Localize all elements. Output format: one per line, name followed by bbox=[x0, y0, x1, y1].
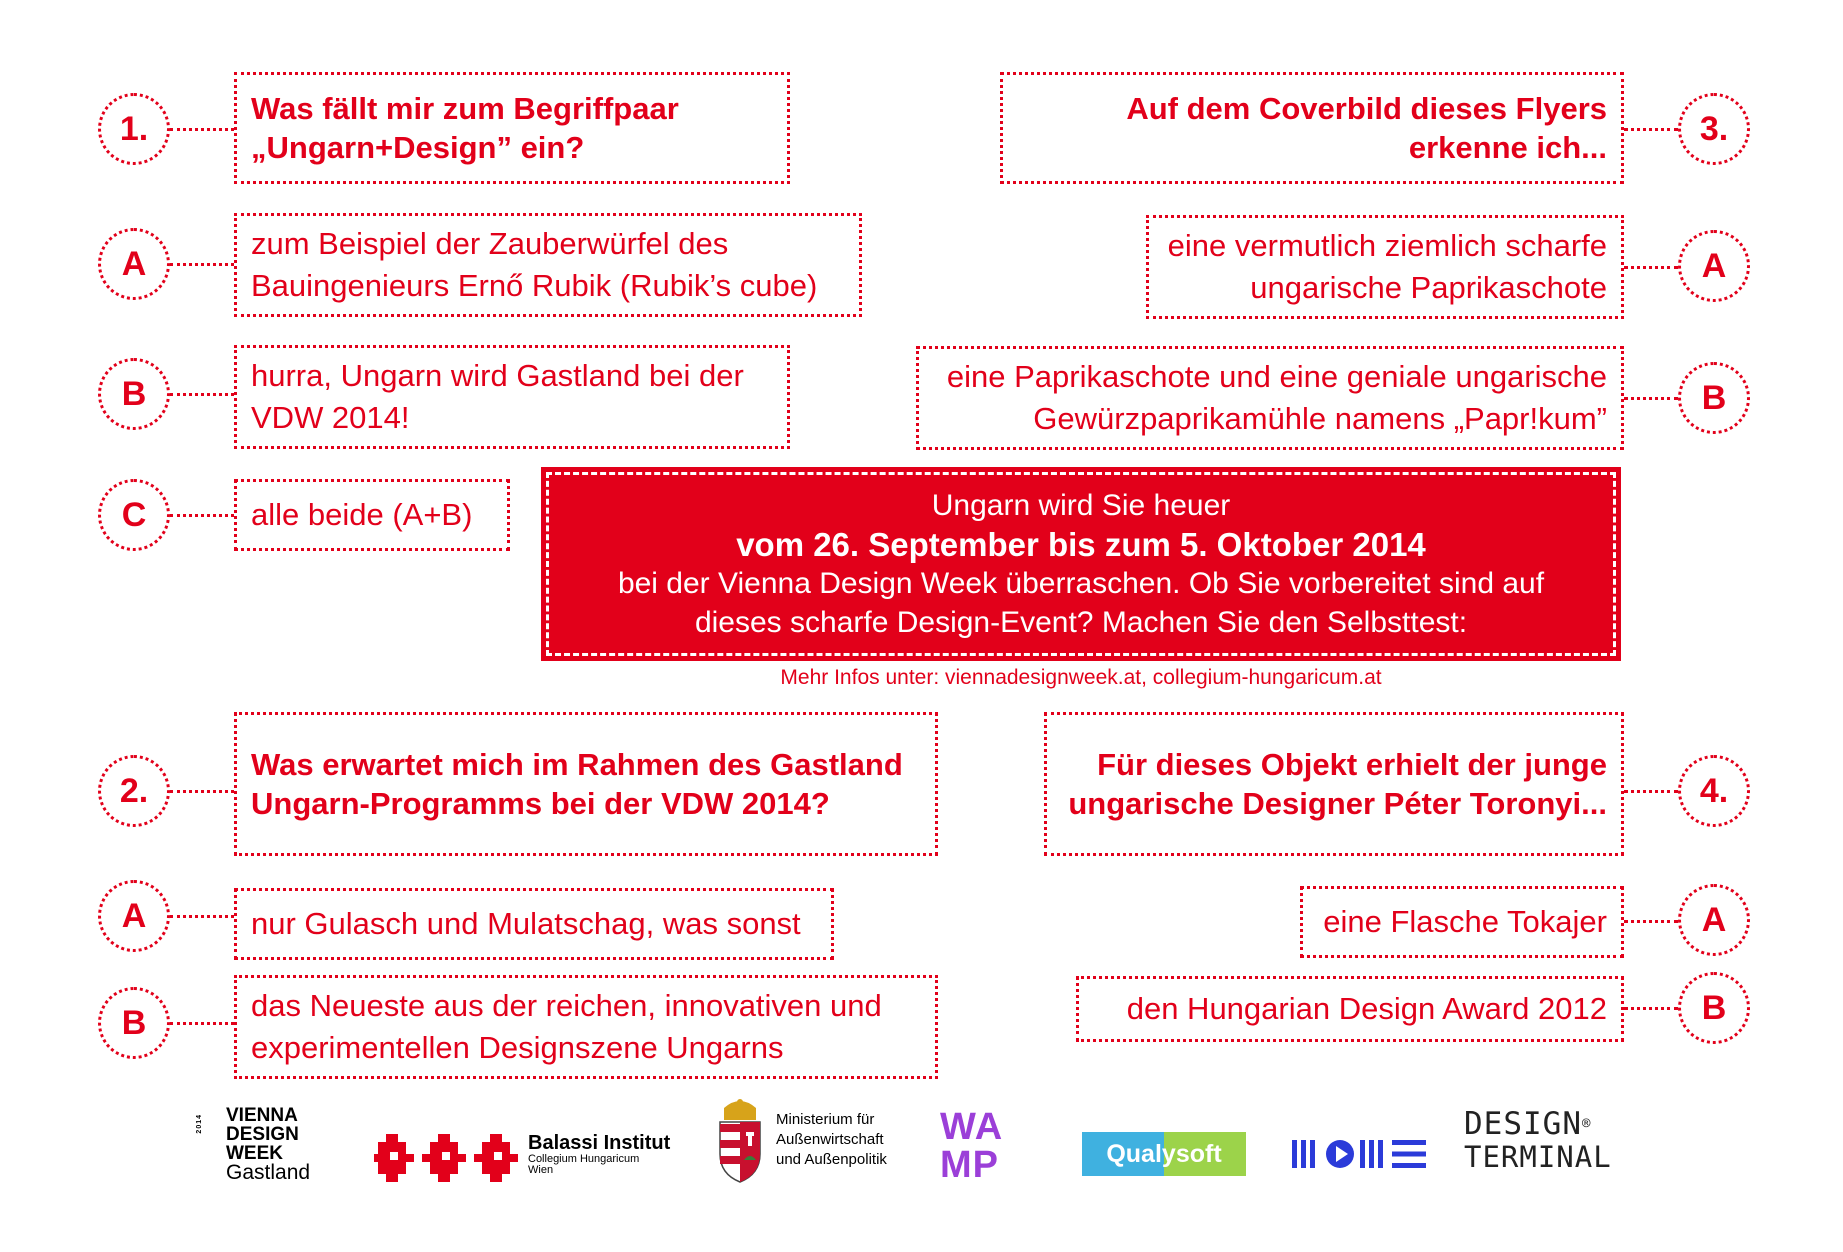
balassi-sub-1: Collegium Hungaricum bbox=[528, 1153, 640, 1165]
partner-logos bbox=[0, 1090, 1843, 1200]
connector bbox=[1624, 790, 1678, 793]
connector bbox=[1624, 920, 1678, 923]
balassi-title: Balassi Institut bbox=[528, 1132, 671, 1154]
answer-1c-text: alle beide (A+B) bbox=[251, 497, 473, 532]
question-number-3: 3. bbox=[1678, 93, 1750, 165]
connector bbox=[1624, 1007, 1678, 1010]
connector bbox=[170, 915, 234, 918]
ministry-line-2: Außenwirtschaft bbox=[776, 1131, 884, 1148]
question-1-box bbox=[234, 72, 790, 184]
answer-3a-text: eine vermutlich ziemlich scharfe ungarische Paprikaschote bbox=[1167, 228, 1607, 305]
wamp-line-1: WA bbox=[940, 1106, 1004, 1148]
vdw-line-2: DESIGN bbox=[226, 1124, 299, 1145]
hungarian-coat-of-arms-icon bbox=[714, 1098, 766, 1184]
answer-3b-box bbox=[916, 346, 1624, 450]
question-3-box bbox=[1000, 72, 1624, 184]
question-3-text: Auf dem Coverbild dieses Flyers erkenne ich... bbox=[1126, 91, 1607, 165]
answer-letter-3b: B bbox=[1678, 362, 1750, 434]
mome-wordmark-icon bbox=[1292, 1138, 1428, 1170]
answer-2a-text: nur Gulasch und Mulatschag, was sonst bbox=[251, 906, 801, 941]
answer-1b-box bbox=[234, 345, 790, 449]
answer-letter-2b: B bbox=[98, 987, 170, 1059]
ministry-line-3: und Außenpolitik bbox=[776, 1151, 887, 1168]
mome-logo bbox=[1292, 1138, 1428, 1175]
answer-letter-2a: A bbox=[98, 880, 170, 952]
answer-letter-1b: B bbox=[98, 358, 170, 430]
connector bbox=[1624, 266, 1678, 269]
answer-1a-box bbox=[234, 213, 862, 317]
registered-mark: ® bbox=[1581, 1116, 1592, 1132]
balassi-emblem-icon bbox=[374, 1132, 524, 1184]
qualysoft-logo bbox=[1082, 1132, 1246, 1176]
question-2-text: Was erwartet mich im Rahmen des Gastland Ungarn-Programms bei der VDW 2014? bbox=[251, 747, 903, 821]
connector bbox=[170, 1022, 234, 1025]
design-terminal-logo bbox=[1464, 1108, 1664, 1188]
balassi-sub-2: Wien bbox=[528, 1164, 554, 1176]
question-1-text: Was fällt mir zum Begriffpaar „Ungarn+Design” ein? bbox=[251, 91, 679, 165]
answer-1a-text: zum Beispiel der Zauberwürfel des Bauingenieurs Ernő Rubik (Rubik’s cube) bbox=[251, 226, 818, 303]
question-number-1: 1. bbox=[98, 93, 170, 165]
answer-4a-box bbox=[1300, 886, 1624, 958]
ministry-logo bbox=[714, 1098, 914, 1188]
answer-2b-box bbox=[234, 975, 938, 1079]
design-terminal-line-1: DESIGN bbox=[1464, 1106, 1582, 1142]
connector bbox=[170, 128, 234, 131]
qualysoft-name: Qualysoft bbox=[1106, 1140, 1222, 1168]
vdw-year: 2014 bbox=[196, 1114, 203, 1134]
answer-3b-text: eine Paprikaschote und eine geniale ungarische Gewürzpaprikamühle namens „Papr!kum” bbox=[946, 359, 1607, 436]
question-4-text: Für dieses Objekt erhielt der junge ungarische Designer Péter Toronyi... bbox=[1068, 747, 1607, 821]
connector bbox=[1624, 128, 1678, 131]
banner-line-1: Ungarn wird Sie heuer bbox=[931, 489, 1231, 522]
vdw-line-1: VIENNA bbox=[226, 1105, 298, 1126]
question-4-box bbox=[1044, 712, 1624, 856]
design-terminal-line-2: TERMINAL bbox=[1464, 1140, 1612, 1174]
question-number-4: 4. bbox=[1678, 755, 1750, 827]
answer-letter-3a: A bbox=[1678, 230, 1750, 302]
balassi-institut-logo bbox=[374, 1132, 684, 1192]
connector bbox=[170, 263, 234, 266]
more-info-text: Mehr Infos unter: viennadesignweek.at, collegium-hungaricum.at bbox=[780, 666, 1382, 689]
connector bbox=[170, 514, 234, 517]
vdw-line-3: WEEK bbox=[226, 1143, 283, 1164]
question-2-box bbox=[234, 712, 938, 856]
intro-banner bbox=[546, 472, 1616, 656]
banner-dates: vom 26. September bis zum 5. Oktober 2014 bbox=[736, 526, 1426, 563]
connector bbox=[170, 393, 234, 396]
banner-line-4: dieses scharfe Design-Event? Machen Sie den Selbsttest: bbox=[694, 606, 1468, 639]
answer-letter-4a: A bbox=[1678, 884, 1750, 956]
wamp-logo bbox=[940, 1108, 1030, 1188]
vdw-gastland: Gastland bbox=[226, 1161, 311, 1184]
banner-line-3: bei der Vienna Design Week überraschen. Ob Sie vorbereitet sind auf bbox=[617, 567, 1545, 600]
connector bbox=[1624, 397, 1678, 400]
answer-1c-box bbox=[234, 479, 510, 551]
answer-3a-box bbox=[1146, 215, 1624, 319]
connector bbox=[170, 790, 234, 793]
answer-1b-text: hurra, Ungarn wird Gastland bei der VDW 2014! bbox=[251, 358, 744, 435]
question-number-2: 2. bbox=[98, 755, 170, 827]
answer-2a-box bbox=[234, 888, 834, 960]
answer-2b-text: das Neueste aus der reichen, innovativen und experimentellen Designszene Ungarns bbox=[251, 988, 882, 1065]
answer-letter-4b: B bbox=[1678, 972, 1750, 1044]
answer-letter-1a: A bbox=[98, 228, 170, 300]
answer-4b-text: den Hungarian Design Award 2012 bbox=[1126, 991, 1607, 1026]
answer-letter-1c: C bbox=[98, 479, 170, 551]
ministry-line-1: Ministerium für bbox=[776, 1111, 875, 1128]
answer-4b-box bbox=[1076, 976, 1624, 1042]
answer-4a-text: eine Flasche Tokajer bbox=[1323, 904, 1607, 939]
wamp-line-2: MP bbox=[940, 1144, 999, 1186]
